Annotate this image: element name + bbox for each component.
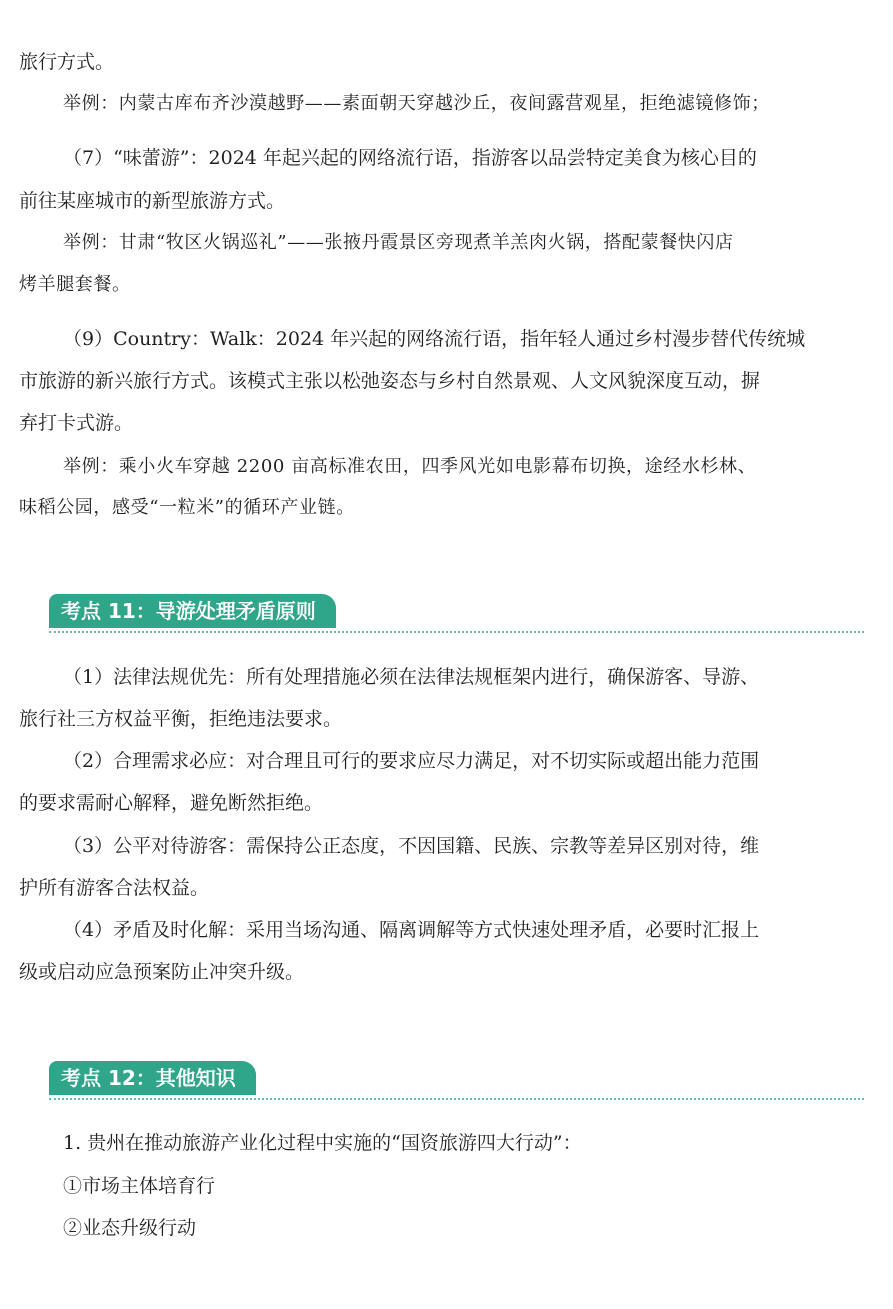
- section-divider: [49, 631, 864, 633]
- paragraph-line: （1）法律法规优先：所有处理措施必须在法律法规框架内进行，确保游客、导游、: [63, 666, 760, 688]
- paragraph-line: 前往某座城市的新型旅游方式。: [19, 190, 286, 212]
- paragraph-line: （9）Country：Walk：2024 年兴起的网络流行语，指年轻人通过乡村漫步替代传统城: [63, 328, 806, 350]
- paragraph-line: 旅行方式。: [19, 51, 115, 73]
- example-line: 举例：甘肃“牧区火锅巡礼”——张掖丹霞景区旁现煮羊羔肉火锅，搭配蒙餐快闪店: [63, 232, 734, 253]
- example-line: 味稻公园，感受“一粒米”的循环产业链。: [19, 497, 355, 518]
- section-divider: [49, 1098, 864, 1100]
- list-intro: 1. 贵州在推动旅游产业化过程中实施的“国资旅游四大行动”：: [63, 1132, 582, 1154]
- paragraph-line: 护所有游客合法权益。: [19, 877, 210, 899]
- paragraph-line: 的要求需耐心解释，避免断然拒绝。: [19, 792, 324, 814]
- paragraph-line: （3）公平对待游客：需保持公正态度，不因国籍、民族、宗教等差异区别对待，维: [63, 835, 760, 857]
- example-line: 举例：乘小火车穿越 2200 亩高标准农田，四季风光如电影幕布切换，途经水杉林、: [63, 456, 757, 477]
- paragraph-line: （4）矛盾及时化解：采用当场沟通、隔离调解等方式快速处理矛盾，必要时汇报上: [63, 919, 760, 941]
- paragraph-line: （2）合理需求必应：对合理且可行的要求应尽力满足，对不切实际或超出能力范围: [63, 750, 760, 772]
- paragraph-line: （7）“味蕾游”：2024 年起兴起的网络流行语，指游客以品尝特定美食为核心目的: [63, 147, 757, 169]
- section-heading-11: 考点 11：导游处理矛盾原则: [49, 594, 336, 628]
- list-item: ①市场主体培育行: [63, 1175, 216, 1197]
- paragraph-line: 旅行社三方权益平衡，拒绝违法要求。: [19, 708, 343, 730]
- example-line: 烤羊腿套餐。: [19, 274, 131, 295]
- paragraph-line: 弃打卡式游。: [19, 412, 134, 434]
- paragraph-line: 市旅游的新兴旅行方式。该模式主张以松弛姿态与乡村自然景观、人文风貌深度互动，摒: [19, 370, 761, 392]
- section-heading-12: 考点 12：其他知识: [49, 1061, 256, 1095]
- paragraph-line: 级或启动应急预案防止冲突升级。: [19, 961, 305, 983]
- list-item: ②业态升级行动: [63, 1217, 197, 1239]
- example-line: 举例：内蒙古库布齐沙漠越野——素面朝天穿越沙丘，夜间露营观星，拒绝滤镜修饰；: [63, 93, 770, 114]
